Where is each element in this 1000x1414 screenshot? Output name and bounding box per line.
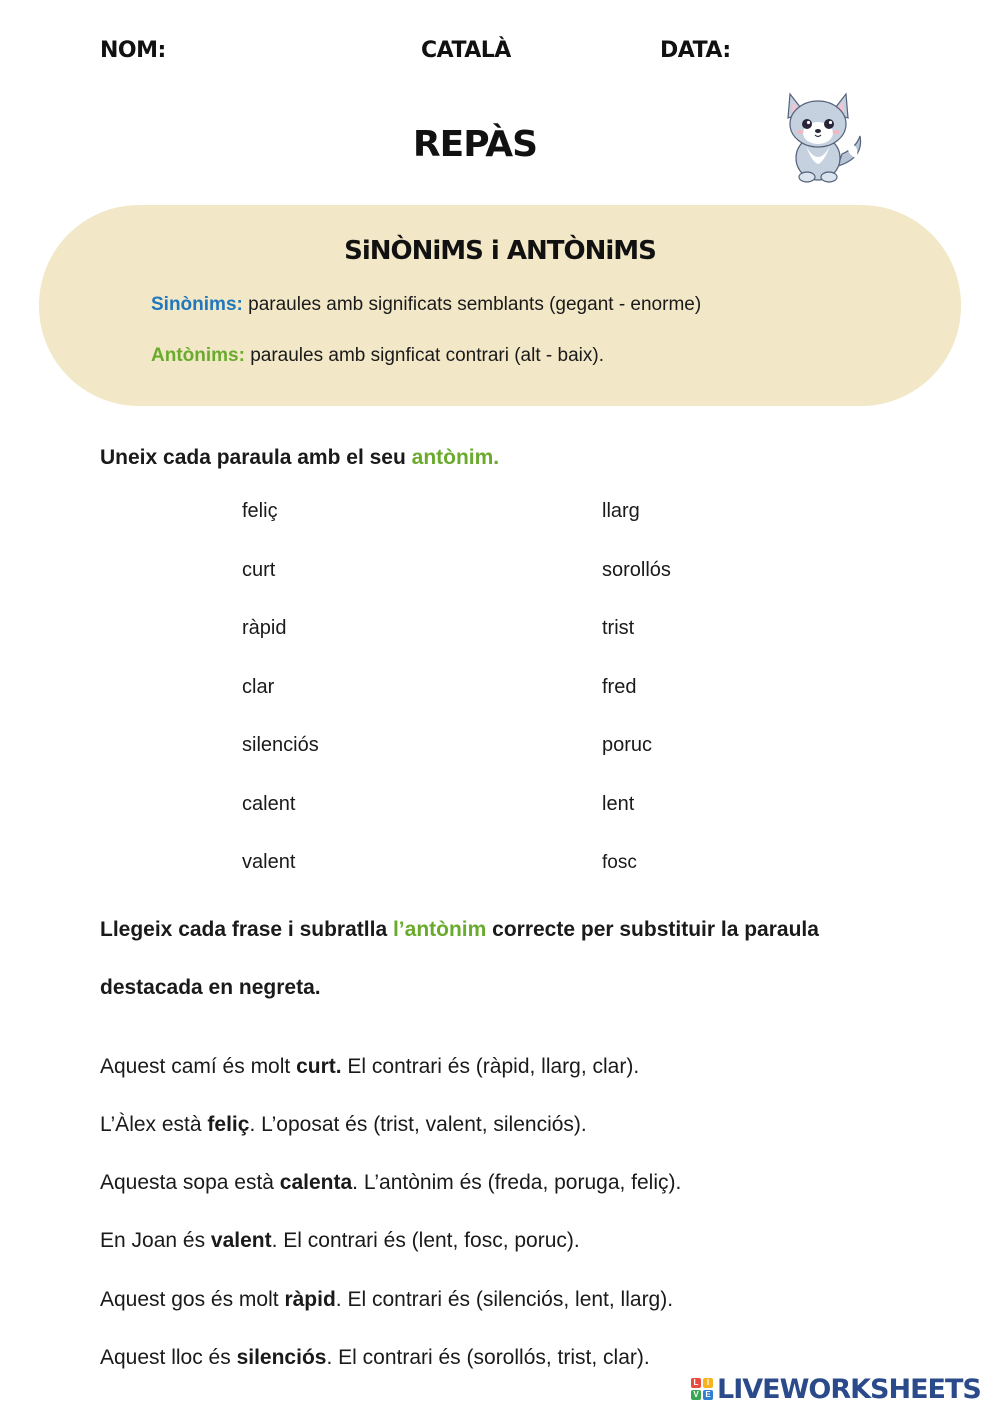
sentence-6-bold: silenciós (236, 1346, 327, 1369)
definition-box-title: SiNÒNiMS i ANTÒNiMS (344, 236, 656, 266)
synonyms-label: Sinònims: (151, 294, 243, 315)
sentence-5-pre: Aquest gos és molt (100, 1288, 285, 1311)
sentence-4-post[interactable]: . El contrari és (lent, fosc, poruc). (271, 1229, 580, 1252)
sentence-3[interactable] (100, 1171, 681, 1195)
sentence-2-pre: L’Àlex està (100, 1113, 208, 1136)
synonyms-text: paraules amb significats semblants (gegant - enorme) (242, 294, 702, 315)
sentence-3-post[interactable]: . L’antònim és (freda, poruga, feliç). (352, 1171, 682, 1194)
sentence-6-pre: Aquest lloc és (100, 1346, 237, 1369)
right-word-4[interactable]: fred (602, 676, 637, 698)
logo-tile-4: E (703, 1390, 713, 1400)
page-title: REPÀS (412, 124, 538, 165)
exercise2-instruction-line2: destacada en negreta. (100, 976, 321, 999)
date-label: DATA: (660, 38, 731, 63)
sentence-4-pre: En Joan és (100, 1229, 211, 1252)
sentence-1-pre: Aquest camí és molt (100, 1055, 297, 1078)
sentence-2-bold: feliç (207, 1113, 250, 1136)
left-word-1[interactable]: feliç (242, 500, 278, 522)
exercise2-instruction-line1 (100, 918, 819, 942)
synonyms-definition (151, 294, 701, 316)
right-word-5[interactable]: poruc (602, 734, 653, 756)
right-word-2[interactable]: sorollós (602, 559, 671, 581)
sentence-1[interactable] (100, 1055, 639, 1079)
exercise1-instruction (100, 446, 499, 470)
sentence-6[interactable] (100, 1346, 650, 1370)
left-word-7[interactable]: valent (242, 851, 296, 873)
sentence-5[interactable] (100, 1288, 673, 1312)
logo-tile-3: V (691, 1390, 701, 1400)
left-word-6[interactable]: calent (242, 793, 296, 815)
antonyms-label: Antònims: (151, 345, 245, 366)
right-word-7[interactable]: fosc (602, 852, 637, 873)
sentence-4[interactable] (100, 1229, 580, 1253)
right-word-6[interactable]: lent (602, 793, 635, 815)
liveworksheets-logo-text: LIVEWORKSHEETS (717, 1373, 981, 1405)
logo-tile-2: I (703, 1378, 713, 1388)
antonyms-text: paraules amb signficat contrari (alt - baix). (244, 345, 604, 366)
left-word-4[interactable]: clar (242, 676, 275, 698)
left-word-3[interactable]: ràpid (242, 617, 287, 639)
sentence-6-post[interactable]: . El contrari és (sorollós, trist, clar). (326, 1346, 650, 1369)
exercise1-instruction-highlight: antònim. (411, 446, 500, 469)
sentence-5-post[interactable]: . El contrari és (silenciós, lent, llarg). (335, 1288, 674, 1311)
antonyms-definition (151, 345, 604, 367)
name-label: NOM: (100, 38, 166, 63)
exercise2-instruction-end: correcte per substituir la paraula (486, 918, 819, 941)
right-word-3[interactable]: trist (602, 617, 635, 639)
exercise2-instruction-highlight: l’antònim (392, 918, 487, 941)
sentence-2[interactable] (100, 1113, 587, 1137)
exercise2-instruction-start: Llegeix cada frase i subratlla (100, 918, 393, 941)
sentence-3-bold: calenta (279, 1171, 353, 1194)
sentence-5-bold: ràpid (284, 1288, 336, 1311)
right-word-1[interactable]: llarg (602, 500, 640, 522)
liveworksheets-logo-icon (691, 1378, 713, 1400)
exercise1-instruction-text: Uneix cada paraula amb el seu (100, 446, 412, 469)
wolf-cub-illustration (776, 86, 866, 184)
sentence-4-bold: valent (210, 1229, 272, 1252)
sentence-1-post[interactable]: El contrari és (ràpid, llarg, clar). (341, 1055, 640, 1078)
sentence-2-post[interactable]: . L’oposat és (trist, valent, silenciós). (249, 1113, 587, 1136)
sentence-1-bold: curt. (296, 1055, 342, 1078)
sentence-3-pre: Aquesta sopa està (100, 1171, 280, 1194)
liveworksheets-logo (691, 1373, 981, 1405)
left-word-2[interactable]: curt (242, 559, 276, 581)
left-word-5[interactable]: silenciós (242, 734, 319, 756)
subject-label: CATALÀ (421, 38, 511, 63)
logo-tile-1: L (691, 1378, 701, 1388)
